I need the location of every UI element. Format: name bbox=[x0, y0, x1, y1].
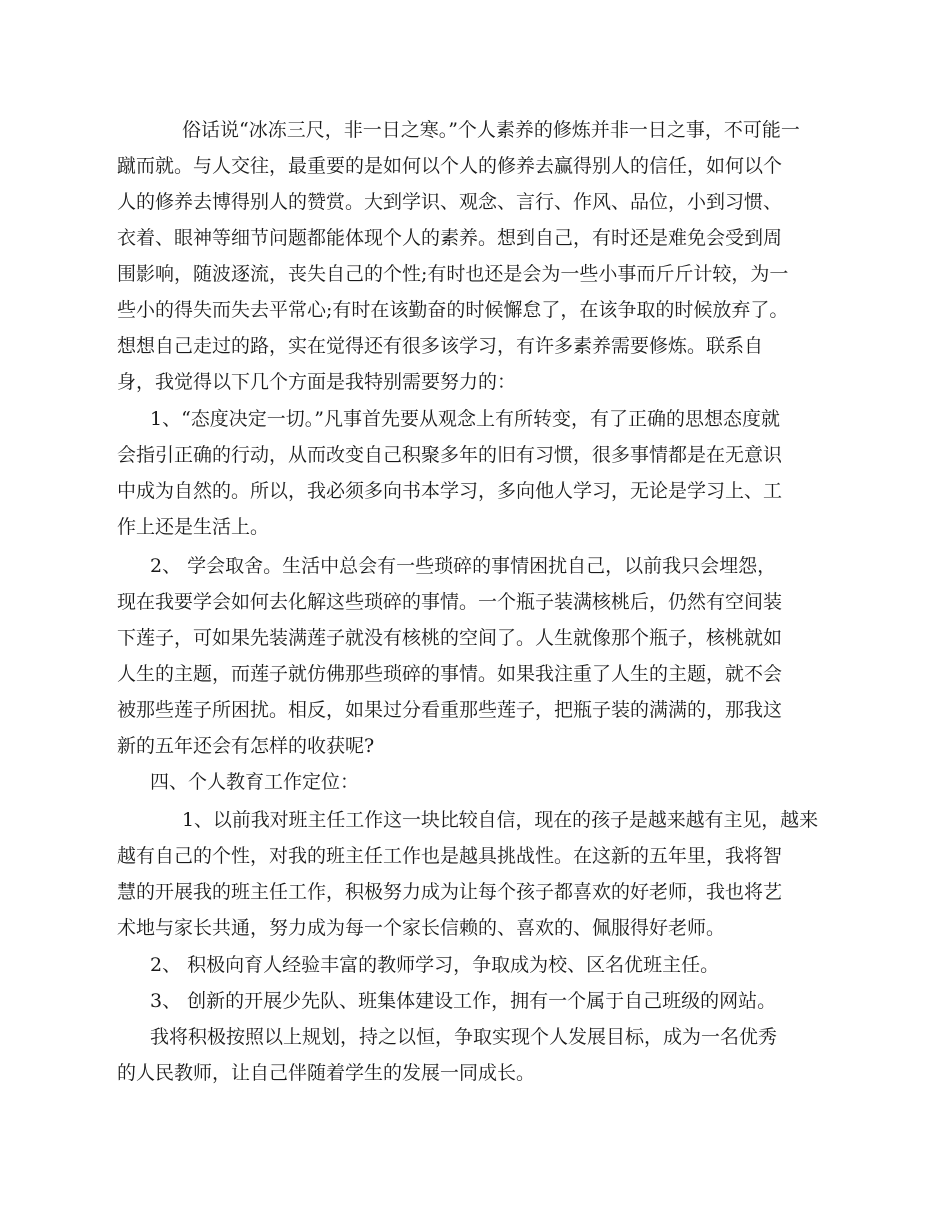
paragraph-line: 的人民教师，让自己伴随着学生的发展一同成长。 bbox=[117, 1062, 536, 1084]
paragraph-line: 现在我要学会如何去化解这些琐碎的事情。一个瓶子装满核桃后，仍然有空间装 bbox=[117, 591, 783, 613]
paragraph-line: 俗话说“冰冻三尺，非一日之寒。”个人素养的修炼并非一日之事，不可能一 bbox=[182, 119, 800, 141]
paragraph-line: 术地与家长共通，努力成为每一个家长信赖的、喜欢的、佩服得好老师。 bbox=[117, 917, 726, 939]
paragraph-line: 围影响，随波逐流，丧失自己的个性;有时也还是会为一些小事而斤斤计较，为一 bbox=[117, 263, 789, 285]
paragraph-line: 1、以前我对班主任工作这一块比较自信，现在的孩子是越来越有主见，越来 bbox=[182, 809, 818, 831]
paragraph-line: 作上还是生活上。 bbox=[117, 516, 270, 538]
paragraph-line: 会指引正确的行动，从而改变自己积聚多年的旧有习惯，很多事情都是在无意识 bbox=[117, 444, 783, 466]
paragraph-line: 我将积极按照以上规划，持之以恒，争取实现个人发展目标，成为一名优秀 bbox=[150, 1026, 778, 1048]
paragraph-line: 些小的得失而失去平常心;有时在该勤奋的时候懈怠了，在该争取的时候放弃了。 bbox=[117, 299, 789, 321]
paragraph-line: 蹴而就。与人交往，最重要的是如何以个人的修养去赢得别人的信任，如何以个 bbox=[117, 155, 783, 177]
paragraph-line: 被那些莲子所困扰。相反，如果过分看重那些莲子，把瓶子装的满满的，那我这 bbox=[117, 699, 783, 721]
paragraph-line: 慧的开展我的班主任工作，积极努力成为让每个孩子都喜欢的好老师，我也将艺 bbox=[117, 881, 783, 903]
paragraph-line: 1、“态度决定一切。”凡事首先要从观念上有所转变，有了正确的思想态度就 bbox=[150, 408, 781, 430]
paragraph-line: 2、 学会取舍。生活中总会有一些琐碎的事情困扰自己，以前我只会埋怨， bbox=[150, 555, 777, 577]
paragraph-line: 中成为自然的。所以，我必须多向书本学习，多向他人学习，无论是学习上、工 bbox=[117, 480, 783, 502]
paragraph-line: 3、 创新的开展少先队、班集体建设工作，拥有一个属于自己班级的网站。 bbox=[150, 990, 777, 1012]
paragraph-line: 衣着、眼神等细节问题都能体现个人的素养。想到自己，有时还是难免会受到周 bbox=[117, 227, 783, 249]
paragraph-line: 越有自己的个性，对我的班主任工作也是越具挑战性。在这新的五年里，我将智 bbox=[117, 845, 783, 867]
section-heading: 四、个人教育工作定位： bbox=[150, 771, 360, 793]
paragraph-line: 人生的主题，而莲子就仿佛那些琐碎的事情。如果我注重了人生的主题，就不会 bbox=[117, 663, 783, 685]
paragraph-line: 新的五年还会有怎样的收获呢? bbox=[117, 735, 375, 757]
paragraph-line: 想想自己走过的路，实在觉得还有很多该学习，有许多素养需要修炼。联系自 bbox=[117, 335, 764, 357]
paragraph-line: 下莲子，可如果先装满莲子就没有核桃的空间了。人生就像那个瓶子，核桃就如 bbox=[117, 627, 783, 649]
paragraph-line: 2、 积极向育人经验丰富的教师学习，争取成为校、区名优班主任。 bbox=[150, 954, 720, 976]
paragraph-line: 身，我觉得以下几个方面是我特别需要努力的： bbox=[117, 371, 517, 393]
paragraph-line: 人的修养去博得别人的赞赏。大到学识、观念、言行、作风、品位，小到习惯、 bbox=[117, 191, 783, 213]
